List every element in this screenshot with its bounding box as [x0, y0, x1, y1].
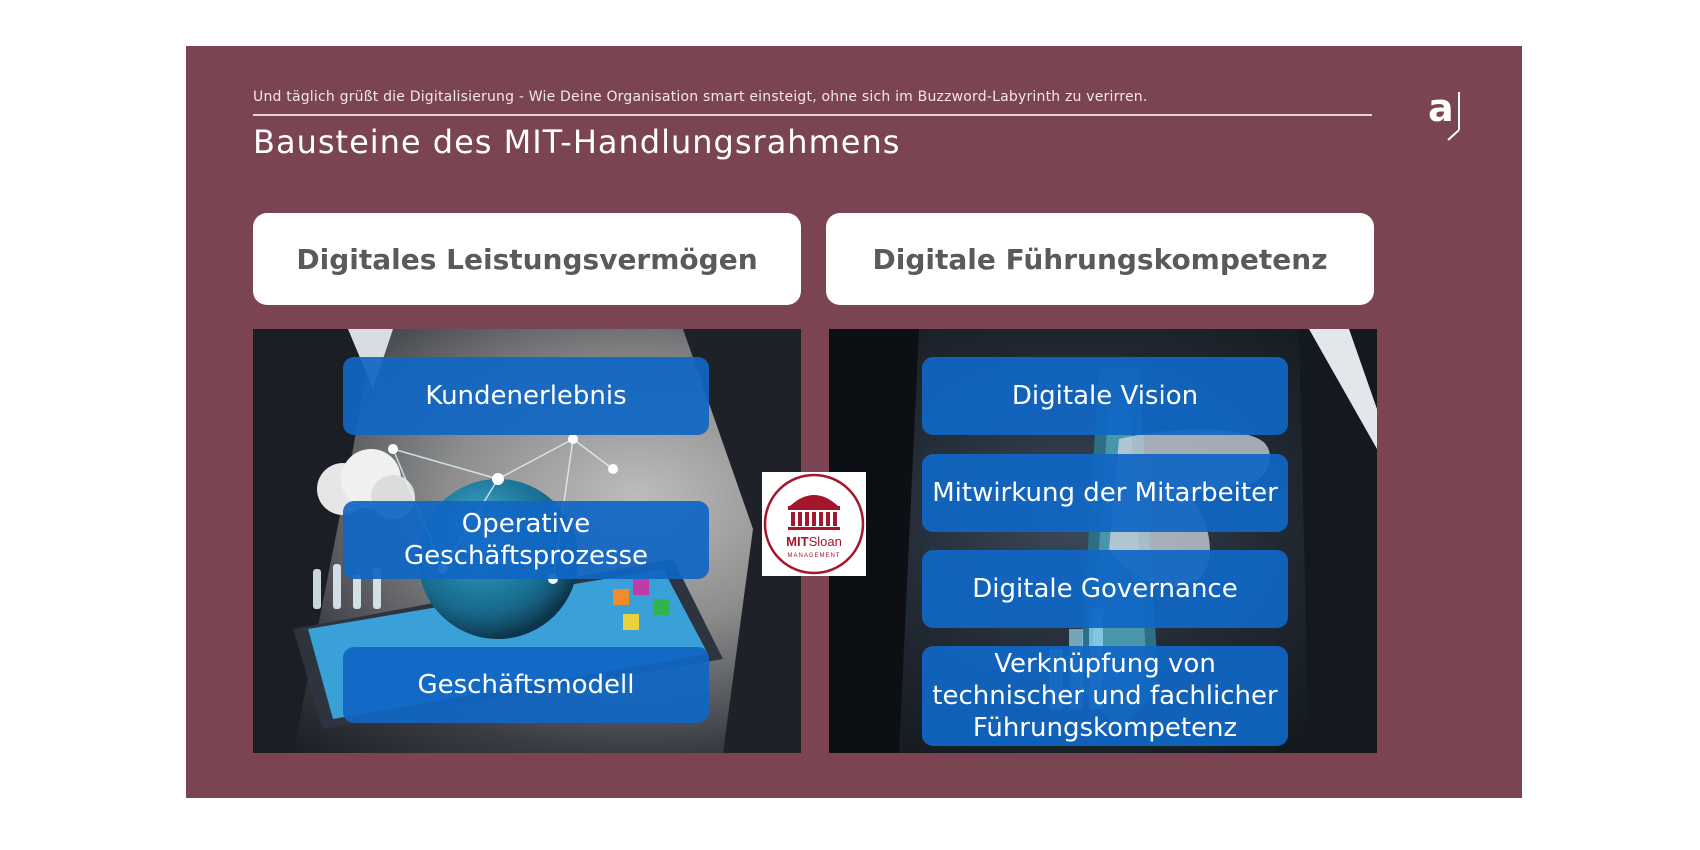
- capability-box-business-model: [343, 647, 709, 723]
- mit-sloan-logo: [762, 472, 866, 576]
- leadership-label: Digitale Governance: [972, 574, 1238, 604]
- header-card-digital-leadership: Digitale Führungskompetenz: [826, 213, 1374, 305]
- presentation-slide: [186, 46, 1522, 798]
- leadership-box-digital-governance: [922, 550, 1288, 628]
- leadership-label: Mitwirkung der Mitarbeiter: [932, 478, 1278, 508]
- leadership-label: Digitale Vision: [1011, 381, 1199, 411]
- leadership-label-line: Verknüpfung von: [994, 649, 1216, 679]
- leadership-label-line: Führungskompetenz: [972, 713, 1238, 743]
- brand-logo-icon: [1426, 86, 1466, 144]
- leadership-label-line: technischer und fachlicher: [932, 681, 1278, 711]
- svg-text:MITSloan: [786, 534, 842, 549]
- leadership-box-it-business-linkage: [922, 646, 1288, 746]
- capability-label-line: Geschäftsprozesse: [403, 541, 649, 571]
- capability-label: Kundenerlebnis: [425, 381, 627, 411]
- mit-logo-sloan: Sloan: [808, 534, 842, 549]
- mit-logo-tagline: MANAGEMENT: [787, 553, 841, 559]
- capability-box-operational-processes: [343, 501, 709, 579]
- brand-logo-letter: a: [1428, 86, 1454, 130]
- slide-title: Bausteine des MIT-Handlungsrahmens: [253, 123, 901, 161]
- leadership-box-digital-vision: [922, 357, 1288, 435]
- capability-box-customer-experience: [343, 357, 709, 435]
- mit-sloan-logo-icon: [762, 472, 866, 576]
- capability-label-line: Operative: [461, 509, 591, 539]
- capability-label: Geschäftsmodell: [417, 670, 635, 700]
- header-divider: [253, 114, 1372, 116]
- leadership-box-employee-engagement: [922, 454, 1288, 532]
- slide-subtitle: Und täglich grüßt die Digitalisierung - Wie Deine Organisation smart einsteigt, ohne sich im Buzzword-Labyrinth zu verirren.: [253, 89, 1148, 105]
- mit-logo-mit: MIT: [786, 534, 809, 549]
- header-card-digital-capability: Digitales Leistungsvermögen: [253, 213, 801, 305]
